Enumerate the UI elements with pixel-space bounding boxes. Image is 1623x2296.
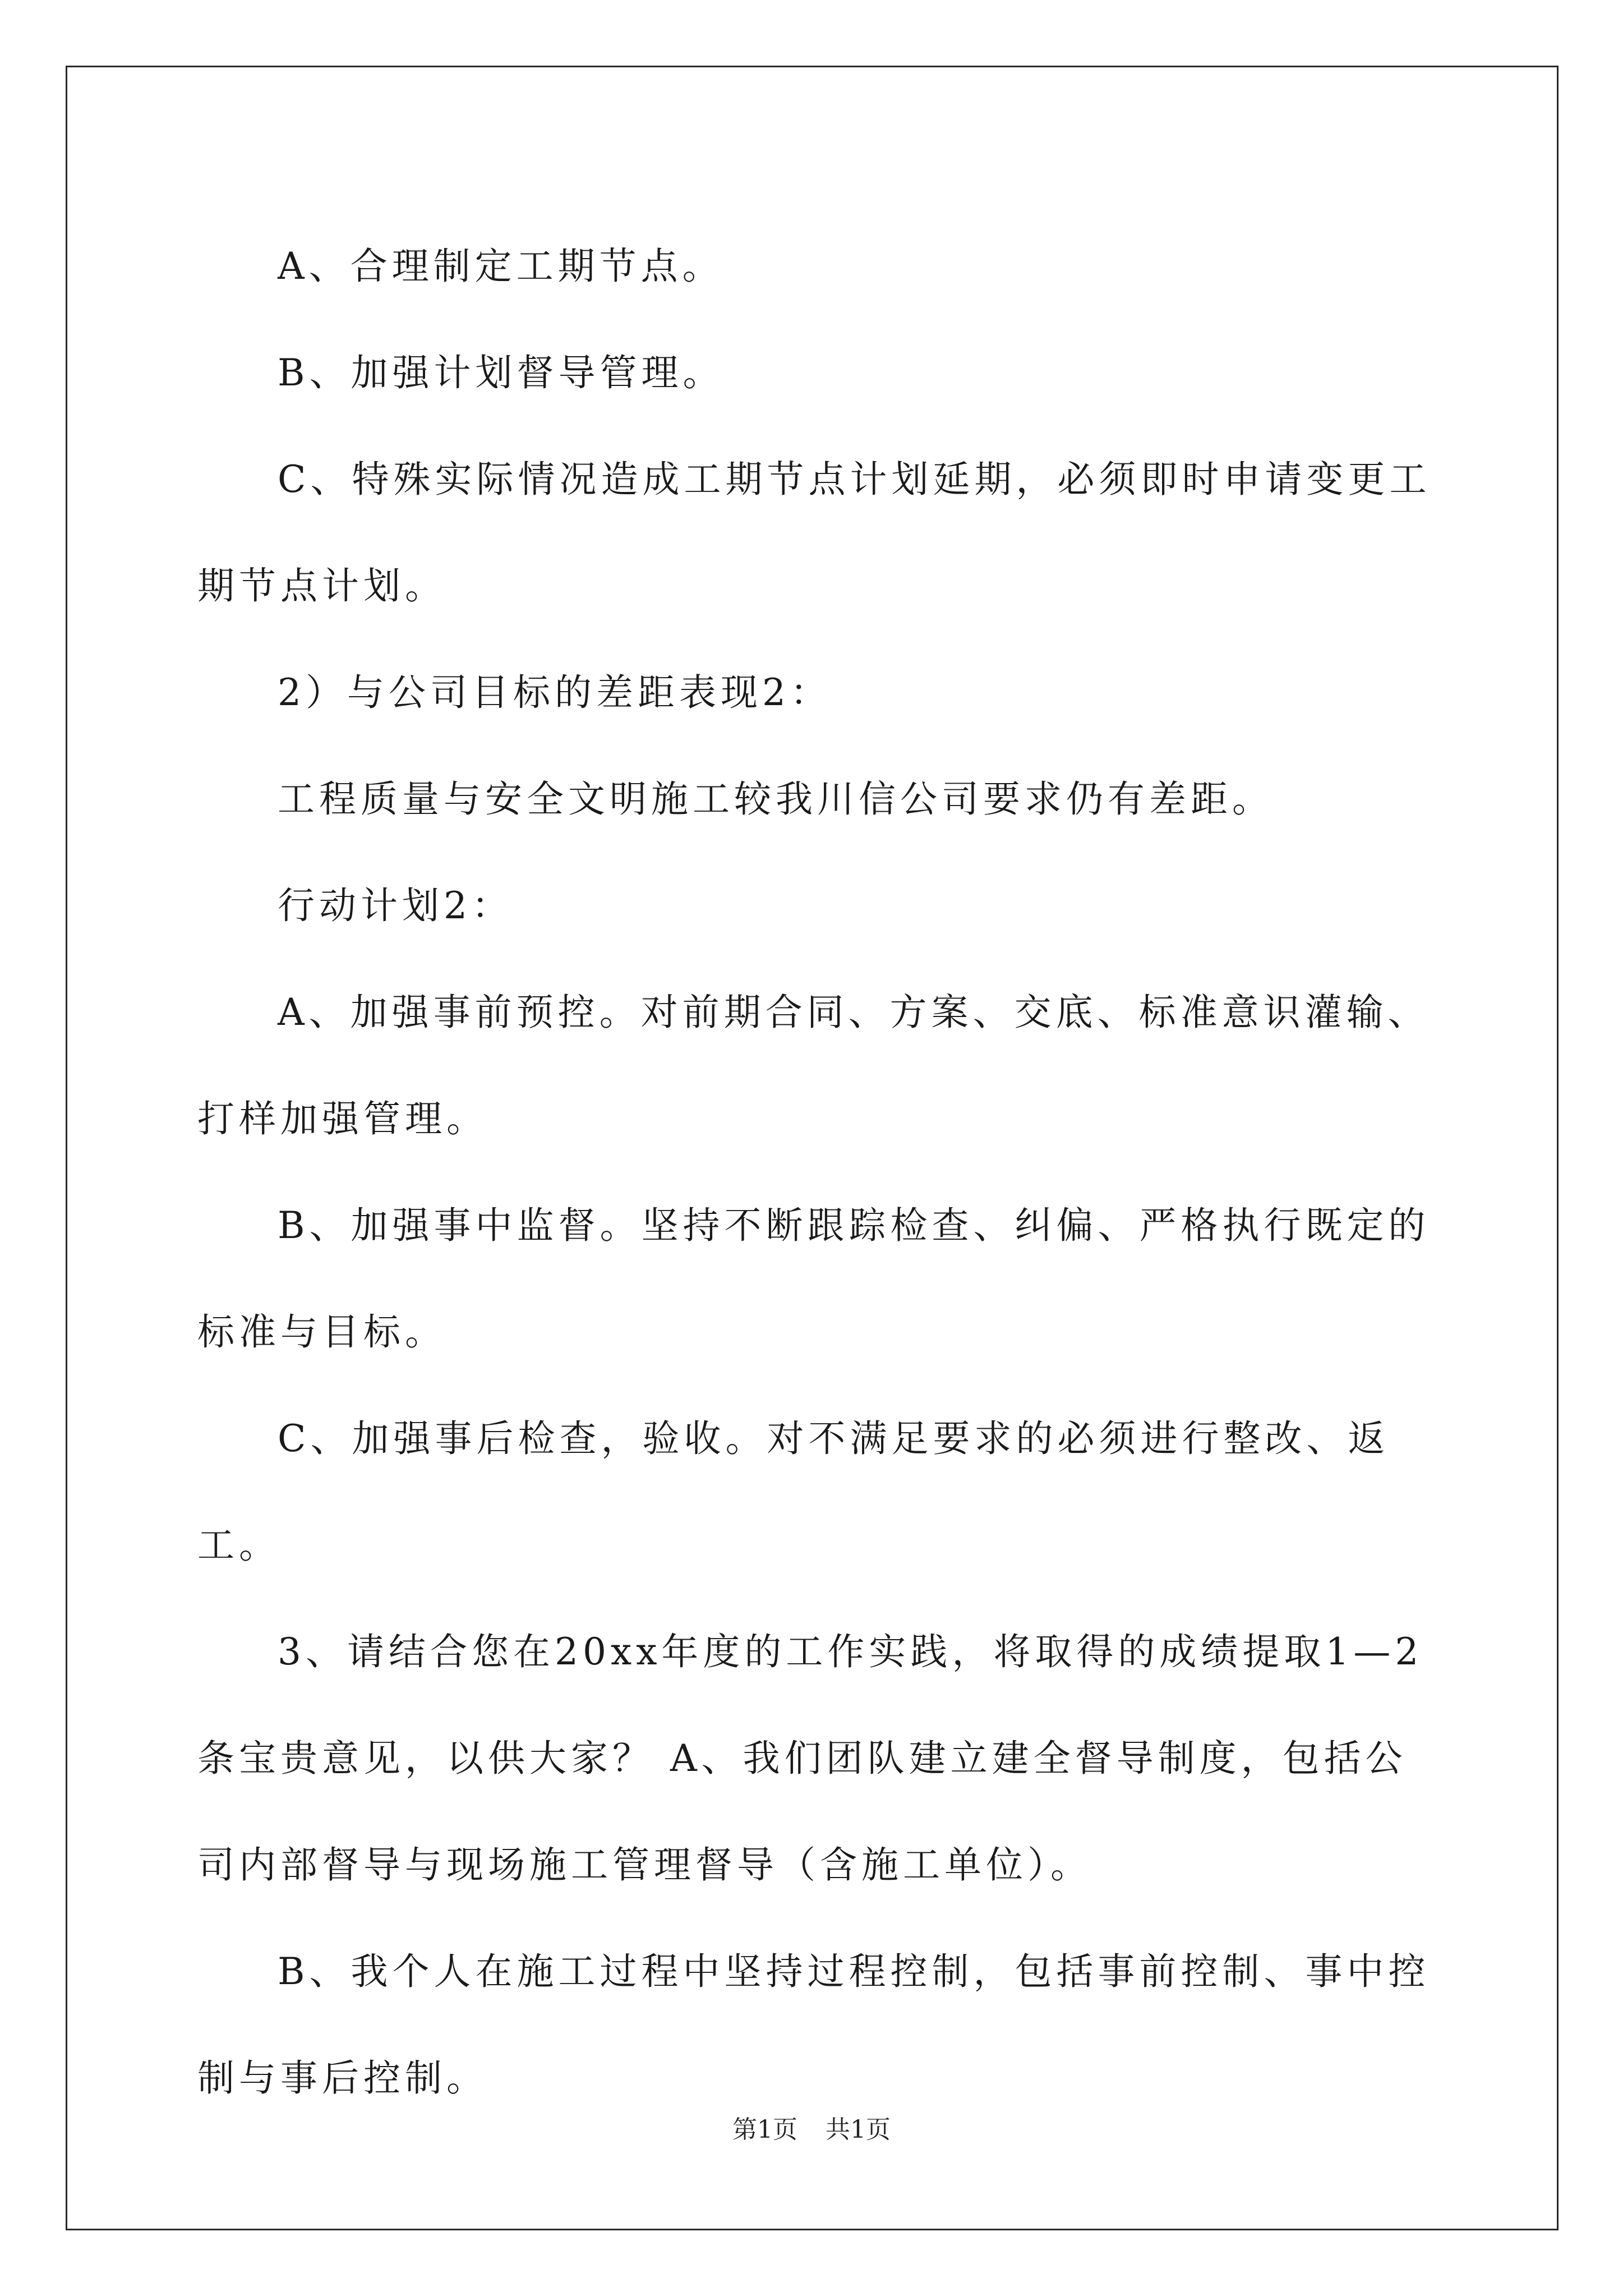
page-number: 第1页 [732, 2115, 797, 2144]
paragraph-11: B、我个人在施工过程中坚持过程控制，包括事前控制、事中控制与事后控制。 [197, 1950, 1430, 2100]
paragraph-7: A、加强事前预控。对前期合同、方案、交底、标准意识灌输、打样加强管理。 [197, 991, 1430, 1140]
paragraph-4: 2）与公司目标的差距表现2： [278, 671, 832, 714]
paragraph-6: 行动计划2： [278, 884, 513, 927]
paragraph-2: B、加强计划督导管理。 [278, 351, 725, 394]
paragraph-10: 3、请结合您在20xx年度的工作实践，将取得的成绩提取1—2条宝贵意见，以供大家？ A、我们团队建立建全督导制度，包括公司内部督导与现场施工管理督导（含施工单位）。 [197, 1630, 1423, 1887]
paragraph-1: A、合理制定工期节点。 [278, 245, 724, 288]
paragraph-9: C、加强事后检查，验收。对不满足要求的必须进行整改、返工。 [197, 1417, 1390, 1567]
page-footer [0, 2109, 1623, 2145]
page-total: 共1页 [826, 2115, 891, 2144]
document-body [197, 213, 1431, 2132]
paragraph-5: 工程质量与安全文明施工较我川信公司要求仍有差距。 [278, 777, 1274, 821]
paragraph-3: C、特殊实际情况造成工期节点计划延期，必须即时申请变更工期节点计划。 [197, 458, 1431, 608]
paragraph-8: B、加强事中监督。坚持不断跟踪检查、纠偏、严格执行既定的标准与目标。 [197, 1204, 1430, 1354]
